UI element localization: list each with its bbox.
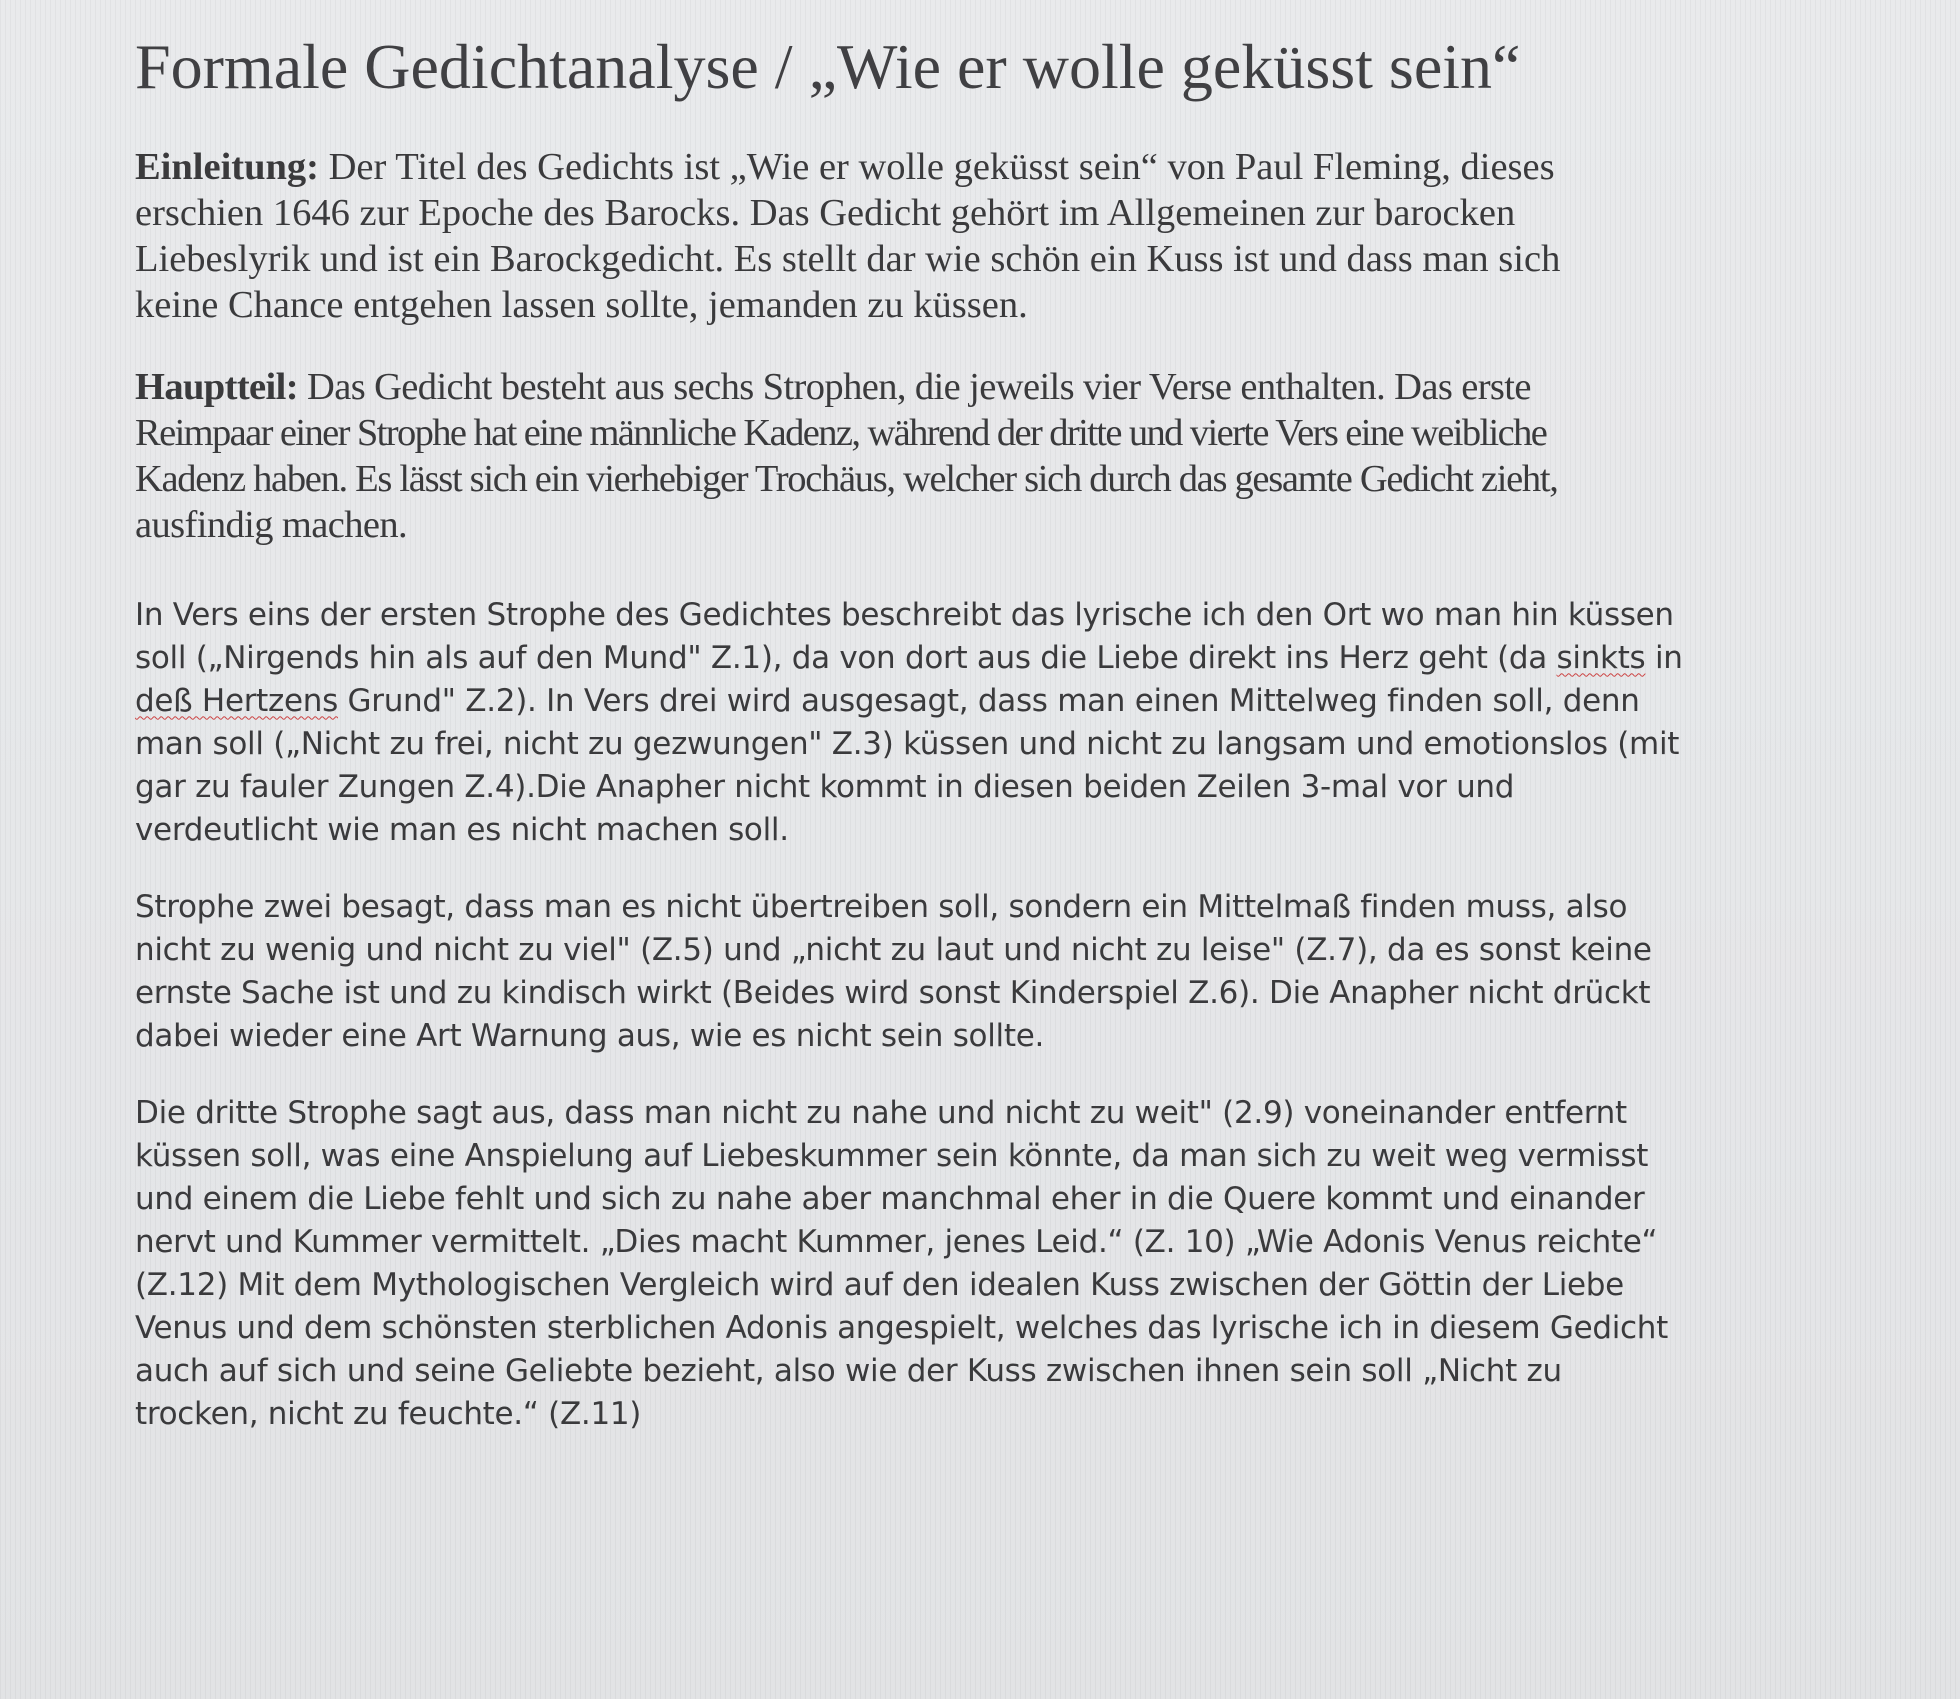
main-heading: Hauptteil:: [135, 365, 298, 408]
main-line: Kadenz haben. Es lässt sich ein vierhebiger Trochäus, welcher sich durch das gesamte Gedicht zieht,: [135, 457, 1558, 500]
body-line: und einem die Liebe fehlt und sich zu nahe aber manchmal eher in die Quere kommt und einander: [135, 1180, 1645, 1217]
body-paragraph-2: [135, 886, 1815, 1058]
spelling-error-word: sinkts: [1556, 639, 1646, 676]
intro-line: erschien 1646 zur Epoche des Barocks. Das Gedicht gehört im Allgemeinen zur barocken: [135, 191, 1516, 234]
intro-line: keine Chance entgehen lassen sollte, jemanden zu küssen.: [135, 283, 1028, 326]
body-line: Grund" Z.2). In Vers drei wird ausgesagt, dass man einen Mittelweg finden soll, denn: [337, 682, 1640, 719]
main-line: Das Gedicht besteht aus sechs Strophen, die jeweils vier Verse enthalten. Das erste: [307, 365, 1531, 408]
intro-line: Der Titel des Gedichts ist „Wie er wolle geküsst sein“ von Paul Fleming, dieses: [328, 145, 1555, 188]
body-line: küssen soll, was eine Anspielung auf Liebeskummer sein könnte, da man sich zu weit weg vermisst: [135, 1137, 1649, 1174]
intro-paragraph: [135, 144, 1815, 328]
body-paragraph-1: In Vers eins der ersten Strophe des Gedichtes beschreibt das lyrische ich den Ort wo man hin küssen soll („Nirgends hin als auf den Mund" Z.1), da von dort aus die Liebe direkt ins Herz geht (da sinkts in deß Hertzens Grund" Z.2). In Vers drei wird ausgesagt, dass man einen Mittelweg finden soll, denn man soll („Nicht zu frei, nicht zu gezwungen" Z.3) küssen und nicht zu langsam und emotionslos (mit gar zu fauler Zungen Z.4).Die Anapher nicht kommt in diesen beiden Zeilen 3-mal vor und verdeutlicht wie man es nicht machen soll.: [135, 594, 1815, 852]
body-line: dabei wieder eine Art Warnung aus, wie es nicht sein sollte.: [135, 1017, 1045, 1054]
body-line: In Vers eins der ersten Strophe des Gedichtes beschreibt das lyrische ich den Ort wo man hin küssen: [135, 596, 1674, 633]
document-content: [135, 30, 1815, 1470]
body-line: nicht zu wenig und nicht zu viel" (Z.5) und „nicht zu laut und nicht zu leise" (Z.7), da es sonst keine: [135, 931, 1652, 968]
intro-line: Liebeslyrik und ist ein Barockgedicht. Es stellt dar wie schön ein Kuss ist und dass man sich: [135, 237, 1561, 280]
body-line: gar zu fauler Zungen Z.4).Die Anapher nicht kommt in diesen beiden Zeilen 3-mal vor und: [135, 768, 1515, 805]
body-line: nervt und Kummer vermittelt. „Dies macht Kummer, jenes Leid.“ (Z. 10) „Wie Adonis Venus reichte“: [135, 1223, 1658, 1260]
spelling-error-word: deß Hertzens: [135, 682, 338, 719]
body-line: (Z.12) Mit dem Mythologischen Vergleich wird auf den idealen Kuss zwischen der Göttin der Liebe: [135, 1266, 1624, 1303]
main-paragraph: [135, 364, 1815, 548]
body-line: soll („Nirgends hin als auf den Mund" Z.1), da von dort aus die Liebe direkt ins Herz geht (da: [135, 639, 1557, 676]
main-line: ausfindig machen.: [135, 503, 408, 546]
body-line: verdeutlicht wie man es nicht machen soll.: [135, 811, 789, 848]
body-line: ernste Sache ist und zu kindisch wirkt (Beides wird sonst Kinderspiel Z.6). Die Anapher nicht drückt: [135, 974, 1651, 1011]
body-line: man soll („Nicht zu frei, nicht zu gezwungen" Z.3) küssen und nicht zu langsam und emotionslos (mit: [135, 725, 1680, 762]
body-line: Die dritte Strophe sagt aus, dass man nicht zu nahe und nicht zu weit" (2.9) voneinander entfernt: [135, 1094, 1627, 1131]
document-title: Formale Gedichtanalyse / „Wie er wolle geküsst sein“: [135, 31, 1521, 102]
body-line: auch auf sich und seine Geliebte bezieht, also wie der Kuss zwischen ihnen sein soll „Nicht zu: [135, 1352, 1562, 1389]
intro-heading: Einleitung:: [135, 145, 319, 188]
body-line: trocken, nicht zu feuchte.“ (Z.11): [135, 1395, 642, 1432]
main-line: Reimpaar einer Strophe hat eine männliche Kadenz, während der dritte und vierte Vers eine weibliche: [135, 411, 1547, 454]
body-paragraph-3: [135, 1092, 1815, 1436]
body-line: Strophe zwei besagt, dass man es nicht übertreiben soll, sondern ein Mittelmaß finden muss, also: [135, 888, 1628, 925]
body-line: Venus und dem schönsten sterblichen Adonis angespielt, welches das lyrische ich in diesem Gedicht: [135, 1309, 1668, 1346]
